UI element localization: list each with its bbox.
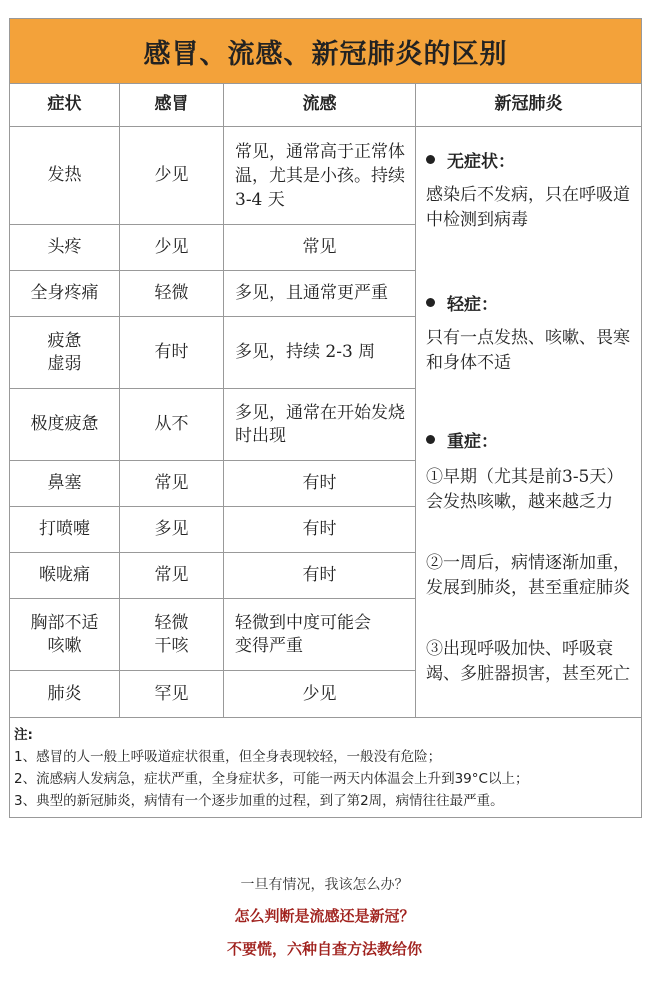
cold-cell: 少见 (154, 237, 189, 257)
symptom-cell: 极度疲惫 (30, 414, 99, 434)
header-cold: 感冒 (154, 94, 189, 114)
cold-cell: 从不 (154, 414, 189, 434)
severe-stage-2: ②一周后，病情逐渐加重，发展到肺炎，甚至重症肺炎 (426, 553, 630, 598)
footer-question: 一旦有情况，我该怎么办？ (240, 877, 409, 893)
flu-cell: 少见 (302, 683, 337, 704)
flu-cell: 常见，通常高于正常体温，尤其是小孩。持续 3-4 天 (235, 141, 405, 210)
cold-cell: 轻微 (154, 283, 189, 303)
comparison-table (9, 18, 642, 818)
symptom-cell: 喉咙痛 (39, 565, 90, 585)
asymptomatic-text: 感染后不发病，只在呼吸道中检测到病毒 (426, 185, 630, 230)
symptom-cell: 疲惫虚弱 (47, 330, 82, 374)
footer-link-2[interactable]: 不要慌，六种自查方法教给你 (226, 940, 422, 958)
severe-heading (426, 427, 498, 452)
severe-stage-3: ③出现呼吸加快、呼吸衰竭、多脏器损害，甚至死亡 (426, 639, 630, 684)
symptom-cell: 发热 (47, 165, 82, 185)
flu-cell: 有时 (302, 519, 337, 539)
flu-cell: 有时 (302, 473, 337, 493)
asymptomatic-heading (426, 147, 515, 172)
footer-link-1[interactable]: 怎么判断是流感还是新冠？ (234, 907, 415, 925)
cold-cell: 有时 (154, 342, 189, 362)
notes-section (10, 718, 641, 817)
header-flu: 流感 (302, 94, 337, 114)
bullet-icon (426, 435, 435, 444)
mild-heading (426, 290, 498, 315)
flu-cell: 常见 (302, 237, 337, 257)
table-title-bar (10, 19, 641, 84)
flu-cell: 多见，持续 2-3 周 (235, 342, 376, 362)
severe-title: 重症： (447, 432, 498, 452)
symptom-cell: 肺炎 (47, 683, 82, 704)
cold-cell: 轻微干咳 (154, 612, 189, 656)
symptom-cell: 胸部不适咳嗽 (30, 612, 99, 656)
table-title: 感冒、流感、新冠肺炎的区别 (143, 38, 508, 70)
flu-cell: 有时 (302, 565, 337, 585)
flu-cell: 轻微到中度可能会变得严重 (235, 612, 371, 656)
asymptomatic-title: 无症状： (447, 152, 515, 172)
cold-cell: 常见 (154, 565, 189, 585)
cold-cell: 常见 (154, 473, 189, 493)
cold-cell: 罕见 (154, 683, 189, 704)
divider (415, 83, 416, 717)
symptom-cell: 打喷嚏 (39, 519, 90, 539)
note-item: 1、感冒的人一般上呼吸道症状很重，但全身表现较轻，一般没有危险； (14, 749, 442, 765)
symptom-cell: 鼻塞 (47, 473, 82, 493)
header-symptom: 症状 (47, 94, 82, 114)
symptom-cell: 全身疼痛 (30, 283, 99, 303)
mild-text: 只有一点发热、咳嗽、畏寒和身体不适 (426, 328, 630, 373)
bullet-icon (426, 298, 435, 307)
cold-cell: 多见 (154, 519, 189, 539)
cold-cell: 少见 (154, 165, 189, 185)
severe-stage-1: ①早期（尤其是前3-5天）会发热咳嗽，越来越乏力 (426, 467, 624, 512)
note-item: 2、流感病人发病急，症状严重，全身症状多，可能一两天内体温会上升到39°C以上； (14, 771, 529, 787)
flu-cell: 多见，通常在开始发烧时出现 (235, 402, 405, 446)
bullet-icon (426, 155, 435, 164)
symptom-cell: 头疼 (47, 237, 82, 257)
note-item: 3、典型的新冠肺炎，病情有一个逐步加重的过程，到了第2周，病情往往最严重。 (14, 793, 504, 809)
mild-title: 轻症： (447, 295, 498, 315)
notes-heading: 注: (14, 727, 33, 743)
flu-cell: 多见，且通常更严重 (235, 283, 388, 303)
header-covid: 新冠肺炎 (494, 94, 563, 114)
